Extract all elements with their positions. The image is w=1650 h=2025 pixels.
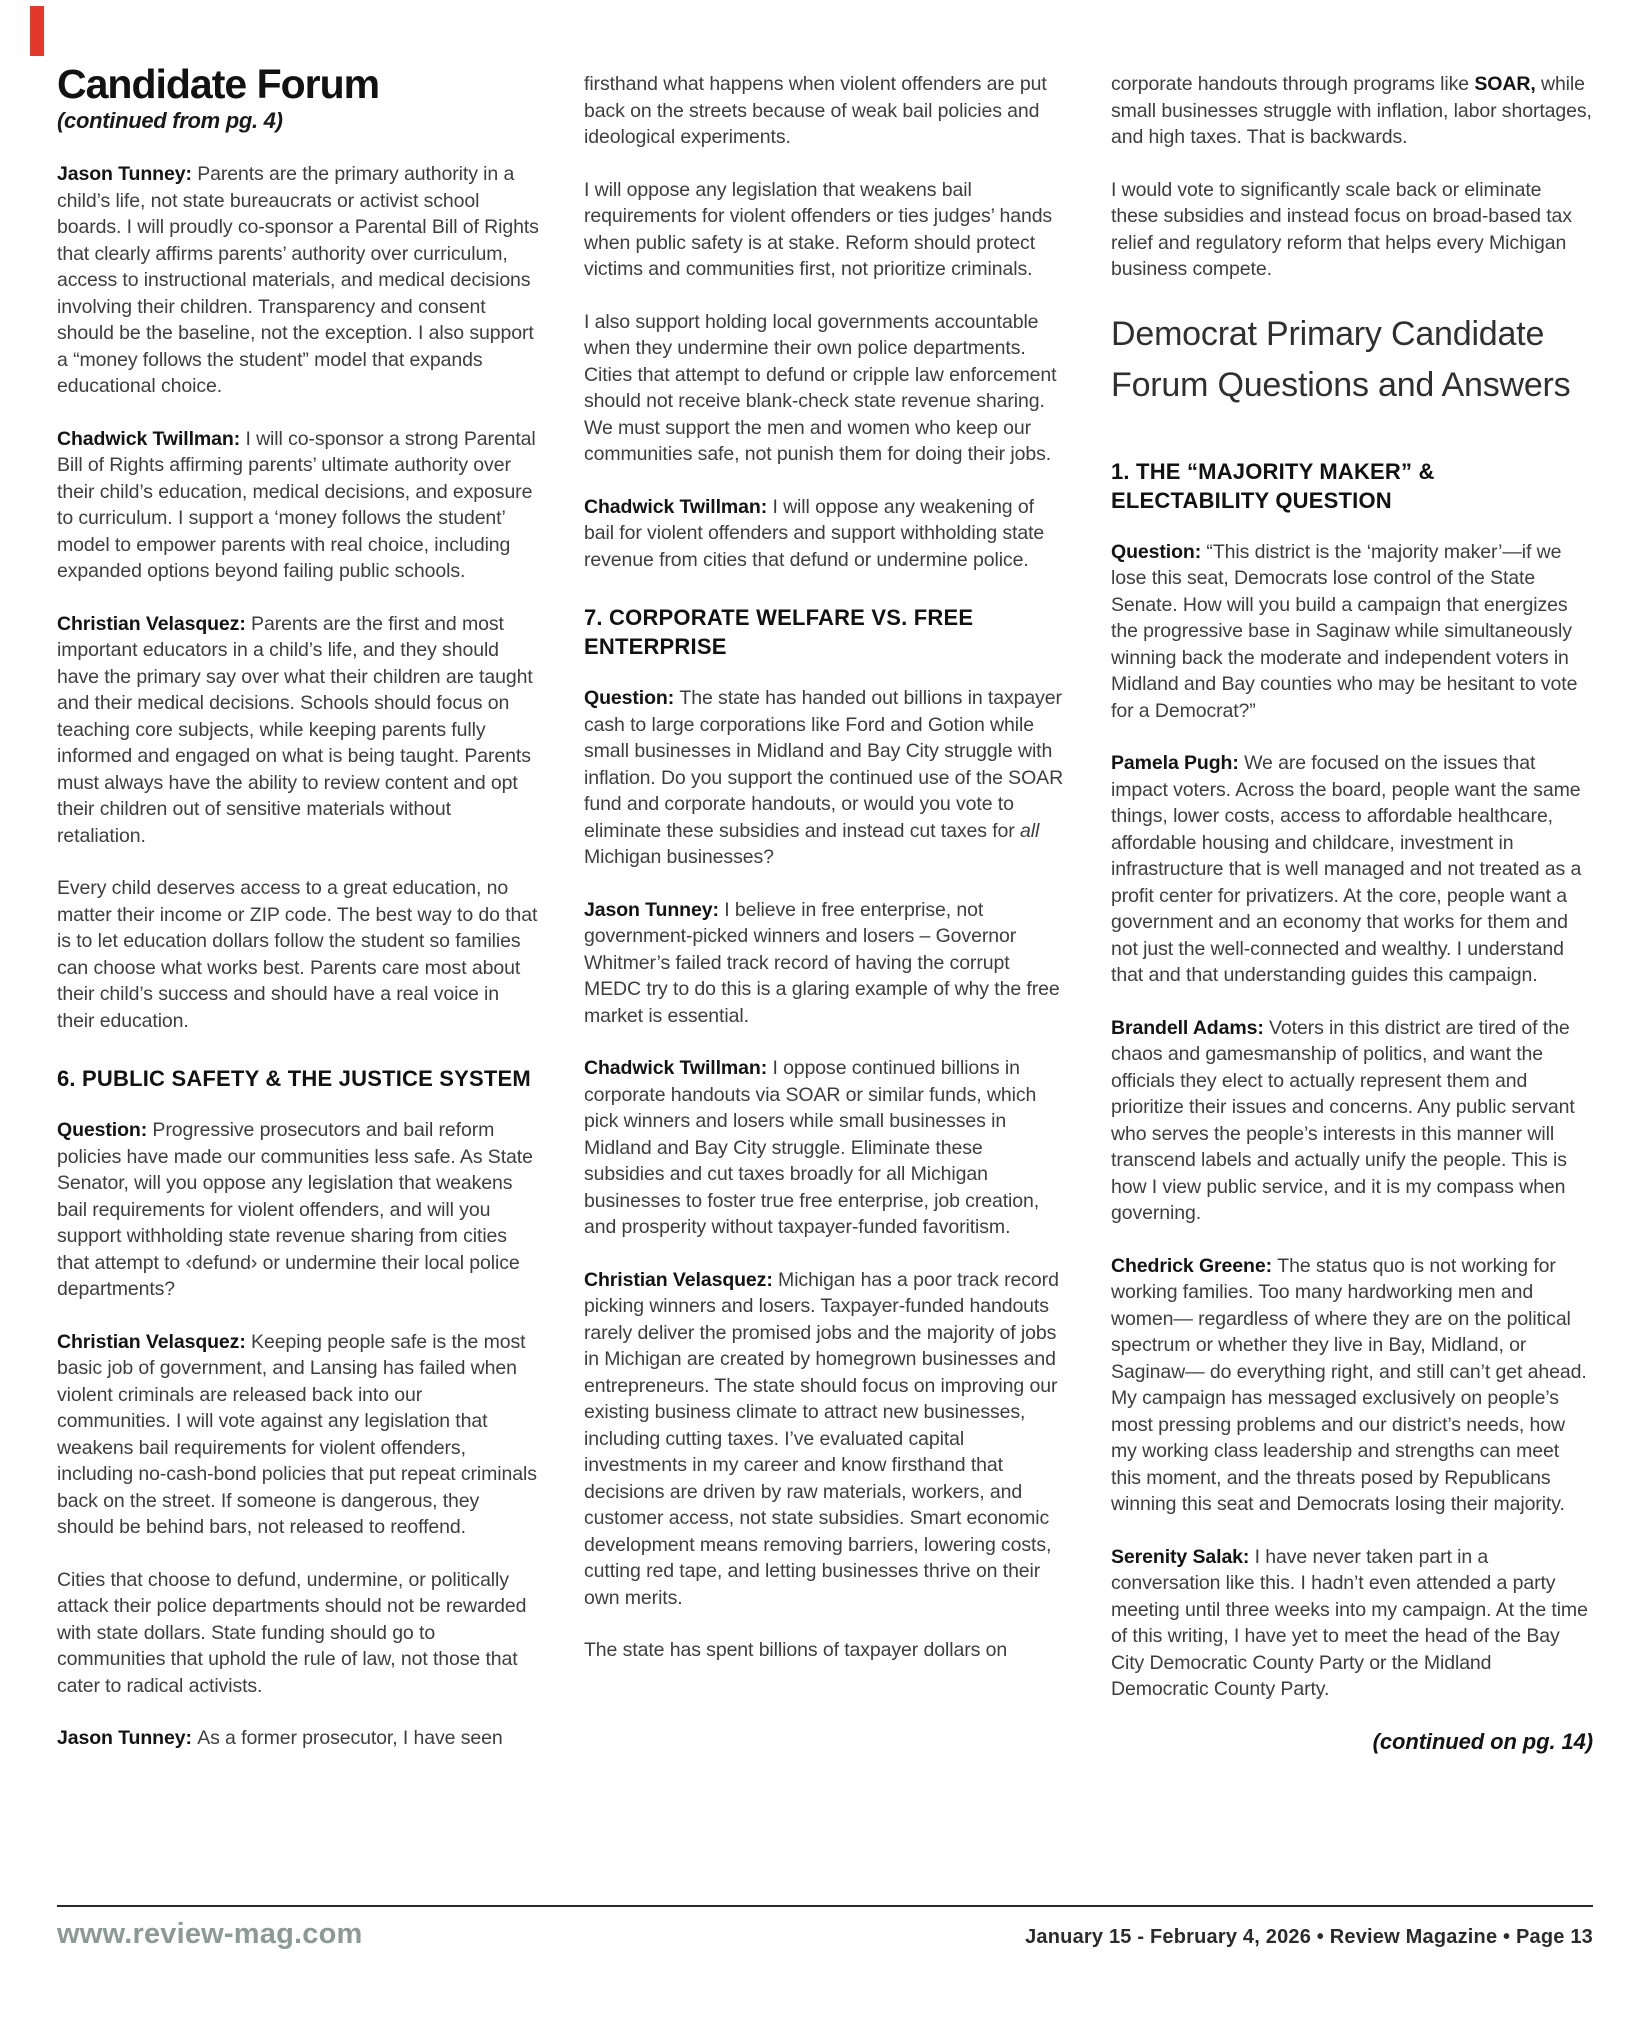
section-heading: 6. PUBLIC SAFETY & THE JUSTICE SYSTEM <box>57 1066 531 1091</box>
section-heading: 7. CORPORATE WELFARE VS. FREE ENTERPRISE <box>584 605 974 659</box>
text-segment: I would vote to significantly scale back or eliminate these subsidies and instead focus on broad-based tax relief and regulatory reform that helps every Michigan business compete. <box>1111 178 1572 280</box>
red-corner-mark <box>30 6 44 56</box>
speaker-label: Chadwick Twillman: <box>584 1057 773 1079</box>
speaker-label: Pamela Pugh: <box>1111 752 1245 774</box>
column-center <box>584 57 1066 1781</box>
paragraph <box>57 1725 539 1752</box>
paragraph <box>1111 750 1593 989</box>
speaker-label: SOAR, <box>1474 73 1536 95</box>
speaker-label: Chadwick Twillman: <box>57 427 246 450</box>
text-segment: The state has spent billions of taxpayer dollars on <box>584 1639 1008 1661</box>
paragraph <box>57 1567 539 1700</box>
text-segment: Michigan has a poor track record picking winners and losers. Taxpayer-funded handouts rarely deliver the promised jobs and the majority of jobs in Michigan are created by homegrown businesses and entrepreneurs. The state should focus on improving our existing business climate to attract new businesses, including cutting taxes. I’ve evaluated capital investments in my career and know firsthand that decisions are driven by raw materials, workers, and customer access, not state subsidies. Smart economic development means removing barriers, lowering costs, cutting red tape, and letting businesses thrive on their own merits. <box>584 1268 1059 1609</box>
speaker-label: Jason Tunney: <box>57 163 198 185</box>
speaker-label: Question: <box>1111 540 1207 563</box>
text-segment: Parents are the first and most important educators in a child’s life, and they should have the primary say over what their children are taught and their medical decisions. Schools should focus on teaching core subjects, while keeping parents fully informed and engaged on what is being taught. Parents must always have the ability to review content and opt their children out of sensitive materials without retaliation. <box>57 612 533 847</box>
text-segment: We are focused on the issues that impact voters. Across the board, people want the same things, lower costs, access to affordable healthcare, affordable housing and childcare, investment in infrastructure that is well managed and not treated as a profit center for privatizers. At the core, people want a government and an economy that works for them and not just the well-connected and wealthy. I understand that and that understanding guides this campaign. <box>1111 752 1582 986</box>
continued-from-note: (continued from pg. 4) <box>57 108 283 133</box>
paragraph <box>584 685 1066 871</box>
forum-section-title: Democrat Primary Candidate Forum Questions and Answers <box>1111 314 1571 404</box>
text-segment: while small businesses struggle with inflation, labor shortages, and high taxes. That is backwards. <box>1111 73 1592 148</box>
paragraph <box>57 875 539 1034</box>
text-segment: Cities that choose to defund, undermine, or politically attack their police departments should not be rewarded with state dollars. State funding should go to communities that uphold the rule of law, not those that cater to radical activists. <box>57 1568 527 1697</box>
text-segment: Every child deserves access to a great education, no matter their income or ZIP code. The best way to do that is to let education dollars follow the student so families can choose what works best. Parents care most about their child’s success and should have a real voice in their education. <box>57 877 538 1032</box>
text-segment: I will co-sponsor a strong Parental Bill of Rights affirming parents’ ultimate authority over their child’s education, medical decisions, and exposure to curriculum. I support a ‘money follows the student’ model to empower parents with real choice, including expanded options beyond failing public schools. <box>57 427 536 582</box>
speaker-label: Brandell Adams: <box>1111 1016 1270 1039</box>
text-segment: I will oppose any weakening of bail for violent offenders and support withholding state revenue from cities that defund or undermine police. <box>584 495 1045 571</box>
text-segment: I oppose continued billions in corporate handouts via SOAR or similar funds, which pick winners and losers while small businesses in Midland and Bay City struggle. Eliminate these subsidies and cut taxes broadly for all Michigan businesses to foster true free enterprise, job creation, and prosperity without taxpayer-funded favoritism. <box>584 1057 1040 1238</box>
paragraph <box>1111 71 1593 151</box>
italic-text: all <box>1019 819 1040 842</box>
article-columns <box>57 57 1593 1781</box>
column-right <box>1111 57 1593 1781</box>
paragraph <box>584 71 1066 151</box>
continued-on-note <box>1111 1729 1593 1756</box>
speaker-label: Christian Velasquez: <box>584 1268 779 1291</box>
paragraph <box>584 494 1066 574</box>
text-segment: firsthand what happens when violent offenders are put back on the streets because of weak bail policies and ideological experiments. <box>584 73 1047 148</box>
text-segment: As a former prosecutor, I have seen <box>197 1727 503 1749</box>
paragraph <box>57 426 539 585</box>
text-segment: Progressive prosecutors and bail reform policies have made our communities less safe. As State Senator, will you oppose any legislation that weakens bail requirements for violent offenders, and will you support withholding state revenue sharing from cities that attempt to ‹defund› or undermine their local police departments? <box>57 1119 533 1300</box>
text-segment: I believe in free enterprise, not government-picked winners and losers – Governor Whitmer’s failed track record of having the corrupt MEDC try to do this is a glaring example of why the free market is essential. <box>584 898 1060 1027</box>
paragraph <box>584 897 1066 1030</box>
paragraph <box>57 1117 539 1303</box>
text-segment: I have never taken part in a conversation like this. I hadn’t even attended a party meeting until three weeks into my campaign. At the time of this writing, I have yet to meet the head of the Bay City Democratic County Party or the Midland Democratic County Party. <box>1111 1545 1588 1700</box>
paragraph <box>1111 1253 1593 1518</box>
speaker-label: Chedrick Greene: <box>1111 1254 1278 1277</box>
footer-divider <box>57 1905 1593 1907</box>
text-segment: “This district is the ‘majority maker’—if we lose this seat, Democrats lose control of the State Senate. How will you build a campaign that energizes the progressive base in Saginaw while simultaneously winning back the moderate and independent voters in Midland and Bay counties who may be hesitant to vote for a Democrat?” <box>1111 540 1578 722</box>
paragraph <box>1111 1544 1593 1703</box>
paragraph <box>57 1329 539 1541</box>
text-segment: Voters in this district are tired of the chaos and gamesmanship of politics, and want the officials they elect to actually represent them and prioritize their issues and concerns. Any public servant who serves the people’s interests in this manner will transcend labels and actually unify the people. This is how I view public service, and it is my compass when governing. <box>1111 1016 1575 1224</box>
paragraph <box>1111 177 1593 283</box>
text-segment: (continued on pg. 14) <box>1372 1728 1593 1754</box>
speaker-label: Jason Tunney: <box>57 1727 198 1749</box>
speaker-label: Christian Velasquez: <box>57 1330 252 1353</box>
page-footer <box>57 1918 1593 1951</box>
paragraph <box>57 161 539 400</box>
text-segment: Parents are the primary authority in a child’s life, not state bureaucrats or activist school boards. I will proudly co-sponsor a Parental Bill of Rights that clearly affirms parents’ authority over curriculum, access to instructional materials, and medical decisions involving their children. Transparency and consent should be the baseline, not the exception. I also support a “money follows the student” model that expands educational choice. <box>57 163 539 397</box>
speaker-label: Question: <box>57 1119 153 1141</box>
speaker-label: Jason Tunney: <box>584 898 725 921</box>
speaker-label: Chadwick Twillman: <box>584 495 773 518</box>
text-segment: The state has handed out billions in taxpayer cash to large corporations like Ford and Gotion while small businesses in Midland and Bay City struggle with inflation. Do you support the continued use of the SOAR fund and corporate handouts, or would you vote to eliminate these subsidies and instead cut taxes for <box>584 687 1064 842</box>
text-segment: I also support holding local governments accountable when they undermine their own police departments. Cities that attempt to defund or cripple law enforcement should not receive blank-check state revenue sharing. We must support the men and women who keep our communities safe, not punish them for doing their jobs. <box>584 310 1057 465</box>
paragraph <box>584 1267 1066 1612</box>
paragraph <box>1111 539 1593 725</box>
page-title: Candidate Forum <box>57 61 380 107</box>
speaker-label: Christian Velasquez: <box>57 612 252 635</box>
speaker-label: Serenity Salak: <box>1111 1545 1255 1568</box>
text-segment: The status quo is not working for working families. Too many hardworking men and women— regardless of where they are on the political spectrum or whether they live in Bay, Midland, or Saginaw— do everything right, and still can’t get ahead. My campaign has messaged exclusively on people’s most pressing problems and our district’s needs, how my working class leadership and strengths can meet this moment, and the threats posed by Republicans winning this seat and Democrats losing their majority. <box>1111 1254 1587 1515</box>
text-segment: Michigan businesses? <box>584 846 774 868</box>
speaker-label: Question: <box>584 687 680 709</box>
text-segment: I will oppose any legislation that weakens bail requirements for violent offenders or ties judges’ hands when public safety is at stake. Reform should protect victims and communities first, not prioritize criminals. <box>584 178 1053 280</box>
paragraph <box>57 611 539 850</box>
footer-website: www.review-mag.com <box>57 1918 363 1950</box>
paragraph <box>584 1637 1066 1664</box>
column-left <box>57 57 539 1781</box>
paragraph <box>584 177 1066 283</box>
text-segment: Keeping people safe is the most basic job of government, and Lansing has failed when violent criminals are released back into our communities. I will vote against any legislation that weakens bail requirements for violent offenders, including no-cash-bond policies that put repeat criminals back on the street. If someone is dangerous, they should be behind bars, not released to reoffend. <box>57 1330 537 1538</box>
section-heading: 1. THE “MAJORITY MAKER” & ELECTABILITY QUESTION <box>1111 458 1435 513</box>
text-segment: corporate handouts through programs like <box>1111 73 1475 95</box>
paragraph <box>584 1055 1066 1241</box>
paragraph <box>1111 1015 1593 1227</box>
footer-issue-info: January 15 - February 4, 2026 • Review Magazine • Page 13 <box>1025 1926 1593 1948</box>
paragraph <box>584 309 1066 468</box>
